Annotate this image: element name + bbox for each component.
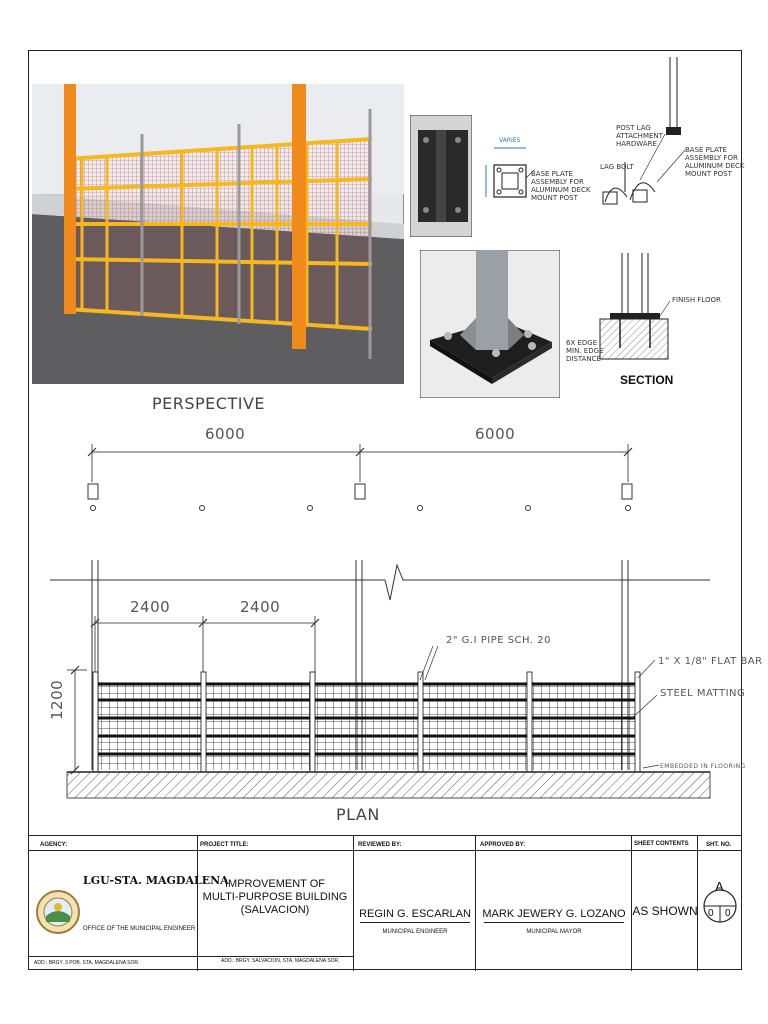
sheet-num-2: 0 <box>725 908 731 919</box>
perspective-render <box>32 84 404 384</box>
municipal-seal <box>36 869 80 955</box>
reviewer-name: REGIN G. ESCARLAN <box>359 908 471 920</box>
project-title-line-3: (SALVACION) <box>240 904 310 916</box>
finish-floor-label: FINISH FLOOR <box>672 296 721 304</box>
project-address: ADD.: BRGY. SALVACION, STA. MAGDALENA SOR. <box>221 958 340 964</box>
steel-matting-callout: STEEL MATTING <box>660 688 746 699</box>
approved-head: APPROVED BY: <box>480 842 526 848</box>
dim-span-a: 6000 <box>205 425 246 443</box>
pipe-callout: 2" G.I PIPE SCH. 20 <box>446 635 551 646</box>
agency-office: OFFICE OF THE MUNICIPAL ENGINEER <box>83 926 196 932</box>
plan-elevation <box>45 560 730 805</box>
reviewed-head: REVIEWED BY: <box>358 842 402 848</box>
perspective-label: PERSPECTIVE <box>152 394 266 413</box>
dim-sub-b: 2400 <box>240 598 281 616</box>
section-label: SECTION <box>620 373 674 387</box>
project-title-line-2: MULTI-PURPOSE BUILDING <box>202 891 348 903</box>
approver-title: MUNICIPAL MAYOR <box>526 929 582 935</box>
varies-label: VARIES <box>499 137 521 144</box>
dim-sub-a: 2400 <box>130 598 171 616</box>
post-lag-label: POST LAG ATTACHMENT HARDWARE <box>616 124 663 148</box>
project-head: PROJECT TITLE: <box>200 842 249 848</box>
edge-distance-label: 6X EDGE MIN. EDGE DISTANCE <box>566 339 604 363</box>
project-title <box>200 878 350 917</box>
lag-bolt-label: LAG BOLT <box>600 163 634 171</box>
approver-name: MARK JEWERY G. LOZANO <box>482 908 626 920</box>
post-layout <box>80 440 650 520</box>
base-plate-render <box>420 250 560 398</box>
sheet-num-1: 0 <box>708 908 714 919</box>
title-block <box>28 835 742 971</box>
embedded-callout: EMBEDDED IN FLOORING <box>660 763 746 770</box>
contents-head: SHEET CONTENTS <box>634 841 689 847</box>
agency-address: ADD.: BRGY. 3 POB. STA. MAGDALENA SOR. <box>34 960 140 966</box>
agency-name: LGU-STA. MAGDALENA <box>83 874 229 887</box>
dim-span-b: 6000 <box>475 425 516 443</box>
reviewer-title: MUNICIPAL ENGINEER <box>382 929 448 935</box>
agency-head: AGENCY: <box>40 842 68 848</box>
sheet-letter: A <box>715 879 724 894</box>
contents-value: AS SHOWN <box>632 904 698 918</box>
dim-height: 1200 <box>48 679 66 720</box>
base-plate-photo <box>410 115 472 237</box>
base-plate-label-2: BASE PLATE ASSEMBLY FOR ALUMINUM DECK MOUNT POST <box>685 146 745 178</box>
plan-label: PLAN <box>336 805 380 824</box>
project-title-line-1: IMPROVEMENT OF <box>224 878 326 890</box>
base-plate-label: BASE PLATE ASSEMBLY FOR ALUMINUM DECK MOUNT POST <box>531 170 591 202</box>
sheet-head: SHT. NO. <box>706 842 732 848</box>
flat-bar-callout: 1" X 1/8" FLAT BAR <box>658 656 763 667</box>
